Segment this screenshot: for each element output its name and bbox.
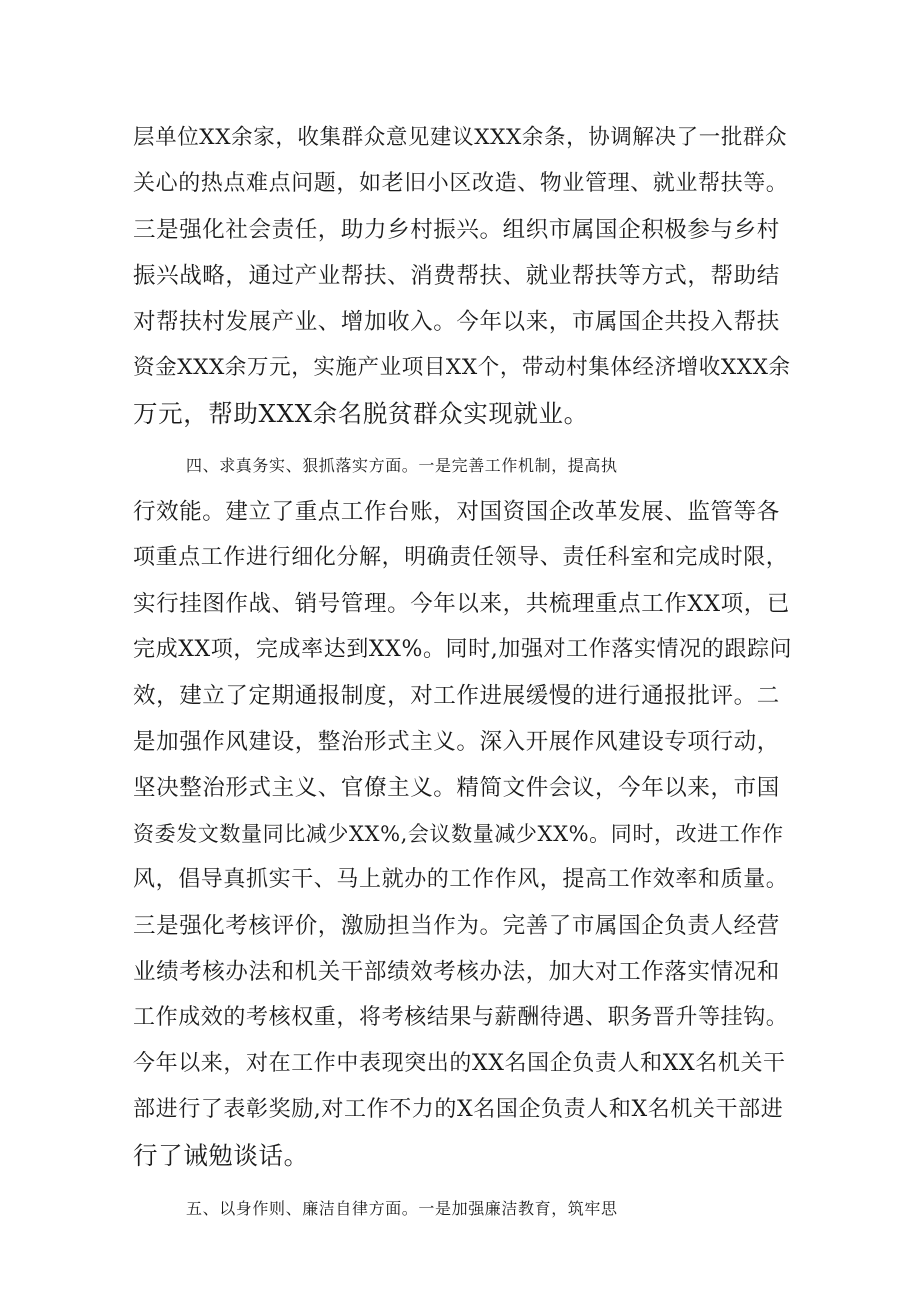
text-line: 工作成效的考核权重，将考核结果与薪酬待遇、职务晋升等挂钩。 [133,1005,789,1030]
text-line: 三是强化考核评价，激励担当作为。完善了市属国企负责人经营 [133,913,780,939]
text-line: 资金XXX余万元，实施产业项目XX个，带动村集体经济增收XXX余 [133,355,791,380]
text-line: 关心的热点难点问题，如老旧小区改造、物业管理、就业帮扶等。 [133,171,789,196]
text-line: 对帮扶村发展产业、增加收入。今年以来，市属国企共投入帮扶 [133,309,780,335]
text-line: 效，建立了定期通报制度，对工作进展缓慢的进行通报批评。二 [133,683,780,709]
text-line: 部进行了表彰奖励,对工作不力的X名国企负责人和X名机关干部进 [133,1097,784,1122]
text-line: 三是强化社会责任，助力乡村振兴。组织市属国企积极参与乡村 [133,217,780,243]
text-line: 是加强作风建设，整治形式主义。深入开展作风建设专项行动， [133,729,780,755]
text-line: 行了诫勉谈话。 [133,1141,309,1170]
section-heading-line: 五、以身作则、廉洁自律方面。一是加强廉洁教育，筑牢思 [186,1199,618,1218]
text-line: 振兴战略，通过产业帮扶、消费帮扶、就业帮扶等方式，帮助结 [133,263,780,289]
text-line: 业绩考核办法和机关干部绩效考核办法，加大对工作落实情况和 [133,959,780,985]
text-line: 行效能。建立了重点工作台账，对国资国企改革发展、监管等各 [133,499,780,525]
text-line: 今年以来，对在工作中表现突出的XX名国企负责人和XX名机关干 [133,1051,786,1076]
text-line: 层单位XX余家，收集群众意见建议XXX余条，协调解决了一批群众 [133,125,788,150]
text-line: 坚决整治形式主义、官僚主义。精简文件会议，今年以来，市国 [133,775,780,801]
text-line: 万元，帮助XXX余名脱贫群众实现就业。 [133,399,589,428]
text-line: 实行挂图作战、销号管理。今年以来，共梳理重点工作XX项，已 [133,591,790,617]
text-line: 资委发文数量同比减少XX%,会议数量减少XX%。同时，改进工作作 [133,822,784,846]
text-line: 风，倡导真抓实干、马上就办的工作作风，提高工作效率和质量。 [133,867,789,892]
text-line: 项重点工作进行细化分解，明确责任领导、责任科室和完成时限， [133,545,789,570]
section-heading-line: 四、求真务实、狠抓落实方面。一是完善工作机制，提高执 [186,456,618,475]
text-line: 完成XX项，完成率达到XX%。同时,加强对工作落实情况的跟踪问 [133,637,793,662]
